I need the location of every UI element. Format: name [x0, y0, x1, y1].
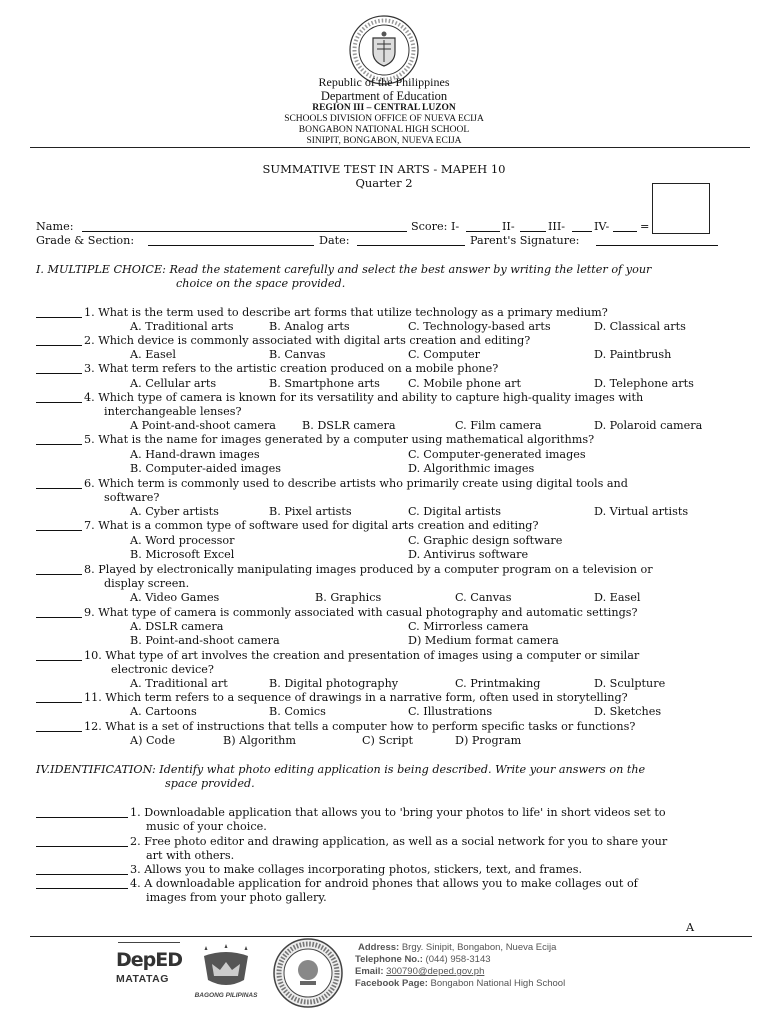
answer-blank-4[interactable]	[36, 391, 82, 403]
choice-10c: C. Printmaking	[455, 677, 541, 690]
address-line: SINIPIT, BONGABON, NUEVA ECIJA	[306, 136, 462, 146]
telephone-value: (044) 958-3143	[425, 954, 491, 965]
date-input[interactable]	[357, 234, 465, 246]
choice-10a: A. Traditional art	[130, 677, 228, 690]
question-1: 1. What is the term used to describe art forms that utilize technology as a primary medium?	[84, 306, 608, 319]
parent-signature-input[interactable]	[596, 234, 718, 246]
choice-8a: A. Video Games	[130, 591, 220, 604]
facebook-value: Bongabon National High School	[430, 978, 566, 989]
choice-12d: D) Program	[455, 734, 522, 747]
choice-4b: B. DSLR camera	[302, 419, 396, 432]
score-label: Score: I-	[411, 220, 460, 233]
bagong-pilipinas-logo	[192, 944, 260, 1000]
choice-1c: C. Technology-based arts	[408, 320, 551, 333]
id-item-3: 3. Allows you to make collages incorporating photos, stickers, text, and frames.	[130, 863, 583, 876]
answer-blank-8[interactable]	[36, 563, 82, 575]
choice-1d: D. Classical arts	[594, 320, 686, 333]
choice-3b: B. Smartphone arts	[269, 377, 380, 390]
address-label: Address:	[358, 942, 400, 953]
choice-9b: B. Point-and-shoot camera	[130, 634, 280, 647]
answer-blank-10[interactable]	[36, 649, 82, 661]
section4-instruction: IV.IDENTIFICATION: Identify what photo editing application is being described. Write your answers on the	[36, 763, 646, 776]
question-9: 9. What type of camera is commonly associated with casual photography and automatic settings?	[84, 606, 638, 619]
score-iv-input[interactable]	[613, 220, 637, 232]
question-6: 6. Which term is commonly used to describe artists who primarily create using digital tools and	[84, 477, 628, 490]
telephone-label: Telephone No.:	[355, 954, 423, 965]
question-4-cont: interchangeable lenses?	[104, 405, 242, 418]
footer-address	[358, 942, 556, 954]
choice-10b: B. Digital photography	[269, 677, 399, 690]
deped-wordmark: DepED	[116, 949, 183, 971]
choice-11d: D. Sketches	[594, 705, 662, 718]
choice-3d: D. Telephone arts	[594, 377, 694, 390]
grade-section-label: Grade & Section:	[36, 234, 135, 247]
choice-8c: C. Canvas	[455, 591, 512, 604]
total-score-box[interactable]	[652, 183, 710, 234]
choice-4d: D. Polaroid camera	[594, 419, 703, 432]
choice-5a: A. Hand-drawn images	[130, 448, 260, 461]
bagong-pilipinas-emblem-icon	[196, 944, 256, 988]
choice-6c: C. Digital artists	[408, 505, 501, 518]
choice-9a: A. DSLR camera	[130, 620, 224, 633]
section1-instruction-cont: choice on the space provided.	[176, 277, 346, 290]
choice-8b: B. Graphics	[315, 591, 382, 604]
id-answer-blank-3[interactable]	[36, 863, 128, 875]
choice-7b: B. Microsoft Excel	[130, 548, 235, 561]
region-line: REGION III – CENTRAL LUZON	[312, 103, 456, 113]
score-equals: =	[640, 220, 650, 233]
choice-6a: A. Cyber artists	[130, 505, 219, 518]
score-iii-label: III-	[548, 220, 566, 233]
choice-9c: C. Mirrorless camera	[408, 620, 529, 633]
choice-6b: B. Pixel artists	[269, 505, 352, 518]
choice-12c: C) Script	[362, 734, 413, 747]
id-answer-blank-4[interactable]	[36, 877, 128, 889]
bagong-pilipinas-text: BAGONG PILIPINAS	[194, 992, 258, 999]
name-input[interactable]	[82, 220, 407, 232]
question-6-cont: software?	[104, 491, 160, 504]
choice-11a: A. Cartoons	[130, 705, 197, 718]
answer-blank-1[interactable]	[36, 306, 82, 318]
question-12: 12. What is a set of instructions that tells a computer how to perform specific tasks or functions?	[84, 720, 636, 733]
deped-logo	[116, 942, 182, 998]
choice-7a: A. Word processor	[130, 534, 235, 547]
test-set-letter: A	[686, 921, 695, 934]
choice-7c: C. Graphic design software	[408, 534, 563, 547]
choice-2c: C. Computer	[408, 348, 481, 361]
score-i-input[interactable]	[466, 220, 500, 232]
choice-2d: D. Paintbrush	[594, 348, 672, 361]
choice-4c: C. Film camera	[455, 419, 542, 432]
department-line: Department of Education	[320, 89, 448, 103]
choice-6d: D. Virtual artists	[594, 505, 689, 518]
footer-email	[355, 966, 484, 978]
score-iv-label: IV-	[594, 220, 610, 233]
answer-blank-6[interactable]	[36, 477, 82, 489]
question-5: 5. What is the name for images generated by a computer using mathematical algorithms?	[84, 433, 595, 446]
school-line: BONGABON NATIONAL HIGH SCHOOL	[298, 125, 470, 135]
choice-1a: A. Traditional arts	[130, 320, 234, 333]
choice-5c: C. Computer-generated images	[408, 448, 586, 461]
choice-11b: B. Comics	[269, 705, 326, 718]
choice-12b: B) Algorithm	[223, 734, 296, 747]
question-7: 7. What is a common type of software used for digital arts creation and editing?	[84, 519, 539, 532]
question-10-cont: electronic device?	[111, 663, 214, 676]
header-divider	[30, 147, 750, 148]
choice-8d: D. Easel	[594, 591, 641, 604]
question-4: 4. Which type of camera is known for its versatility and ability to capture high-quality images with	[84, 391, 644, 404]
section4-instruction-cont: space provided.	[165, 777, 255, 790]
choice-7d: D. Antivirus software	[408, 548, 529, 561]
question-11: 11. Which term refers to a sequence of drawings in a narrative form, often used in storytelling?	[84, 691, 628, 704]
answer-blank-9[interactable]	[36, 606, 82, 618]
id-item-4: 4. A downloadable application for android phones that allows you to make collages out of	[130, 877, 638, 890]
address-value: Brgy. Sinipit, Bongabon, Nueva Ecija	[401, 942, 557, 953]
id-item-2: 2. Free photo editor and drawing application, as well as a social network for you to share your	[130, 835, 668, 848]
question-10: 10. What type of art involves the creation and presentation of images using a computer or similar	[84, 649, 640, 662]
choice-3c: C. Mobile phone art	[408, 377, 521, 390]
division-line: SCHOOLS DIVISION OFFICE OF NUEVA ECIJA	[284, 114, 484, 124]
id-item-1-cont: music of your choice.	[146, 820, 267, 833]
parent-signature-label: Parent's Signature:	[470, 234, 580, 247]
choice-10d: D. Sculpture	[594, 677, 666, 690]
date-label: Date:	[319, 234, 350, 247]
score-ii-label: II-	[502, 220, 515, 233]
answer-blank-7[interactable]	[36, 519, 82, 531]
id-item-2-cont: art with others.	[146, 849, 235, 862]
choice-5d: D. Algorithmic images	[408, 462, 535, 475]
choice-3a: A. Cellular arts	[130, 377, 217, 390]
choice-1b: B. Analog arts	[269, 320, 350, 333]
question-3: 3. What term refers to the artistic creation produced on a mobile phone?	[84, 362, 499, 375]
quarter-label: Quarter 2	[355, 176, 413, 190]
question-8: 8. Played by electronically manipulating images produced by a computer program on a television or	[84, 563, 653, 576]
section1-instruction: I. MULTIPLE CHOICE: Read the statement carefully and select the best answer by writing the letter of your	[36, 263, 652, 276]
matatag-wordmark: MATATAG	[116, 973, 169, 985]
question-2: 2. Which device is commonly associated with digital arts creation and editing?	[84, 334, 531, 347]
email-label: Email:	[355, 966, 384, 977]
id-item-1: 1. Downloadable application that allows you to 'bring your photos to life' in short videos set to	[130, 806, 666, 819]
choice-2a: A. Easel	[130, 348, 176, 361]
answer-blank-3[interactable]	[36, 362, 82, 374]
school-seal	[272, 937, 344, 1009]
answer-blank-11[interactable]	[36, 691, 82, 703]
choice-9d: D) Medium format camera	[408, 634, 559, 647]
test-title: SUMMATIVE TEST IN ARTS - MAPEH 10	[262, 162, 506, 176]
footer-facebook	[355, 978, 565, 990]
republic-line: Republic of the Philippines	[318, 75, 450, 89]
answer-blank-2[interactable]	[36, 334, 82, 346]
score-iii-input[interactable]	[572, 220, 592, 232]
facebook-label: Facebook Page:	[355, 978, 428, 989]
choice-12a: A) Code	[130, 734, 176, 747]
choice-5b: B. Computer-aided images	[130, 462, 281, 475]
question-8-cont: display screen.	[104, 577, 190, 590]
footer-divider	[30, 936, 752, 937]
id-item-4-cont: images from your photo gallery.	[146, 891, 327, 904]
grade-section-input[interactable]	[148, 234, 314, 246]
choice-11c: C. Illustrations	[408, 705, 493, 718]
footer-telephone	[355, 954, 491, 966]
score-ii-input[interactable]	[520, 220, 546, 232]
answer-blank-12[interactable]	[36, 720, 82, 732]
id-answer-blank-2[interactable]	[36, 835, 128, 847]
choice-4a: A Point-and-shoot camera	[130, 419, 276, 432]
choice-2b: B. Canvas	[269, 348, 326, 361]
id-answer-blank-1[interactable]	[36, 806, 128, 818]
name-label: Name:	[36, 220, 74, 233]
email-link[interactable]: 300790@deped.gov.ph	[386, 966, 485, 977]
answer-blank-5[interactable]	[36, 433, 82, 445]
